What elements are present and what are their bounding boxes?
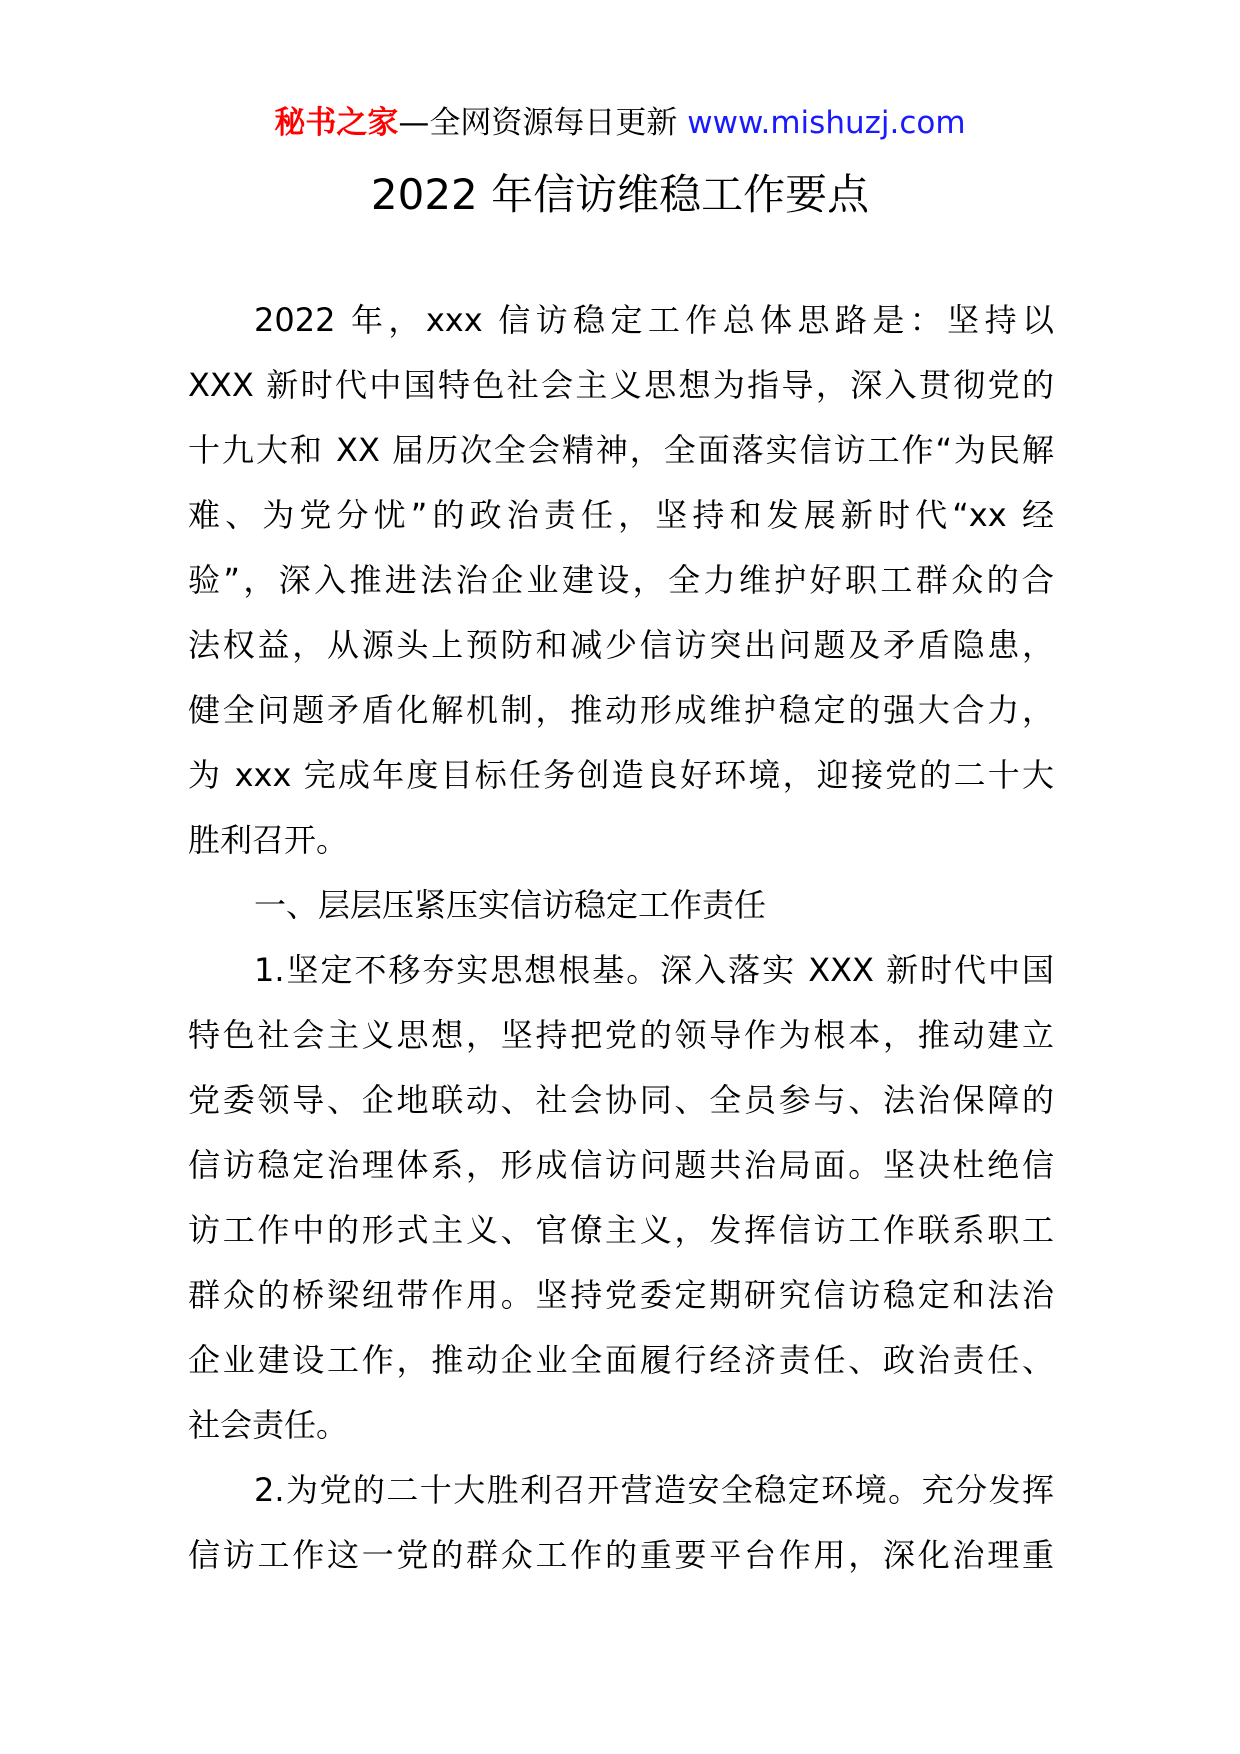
site-url-link[interactable]: www.mishuzj.com	[687, 105, 966, 141]
paragraph-1-line-3: 十九大和 XX 届历次全会精神，全面落实信访工作“为民解	[188, 431, 1054, 469]
paragraph-2-line-7: 企业建设工作，推动企业全面履行经济责任、政治责任、	[188, 1341, 1054, 1379]
paragraph-1-line-1: 2022 年，xxx 信访稳定工作总体思路是：坚持以	[254, 301, 1054, 339]
paragraph-1-line-4: 难、为党分忧”的政治责任，坚持和发展新时代“xx 经	[188, 496, 1054, 534]
brand-name: 秘书之家	[274, 105, 399, 141]
document-title: 2022 年信访维稳工作要点	[370, 170, 870, 219]
paragraph-2-line-1: 1.坚定不移夯实思想根基。深入落实 XXX 新时代中国	[254, 951, 1054, 989]
paragraph-2-line-4: 信访稳定治理体系，形成信访问题共治局面。坚决杜绝信	[188, 1146, 1054, 1184]
paragraph-2-line-8: 社会责任。	[188, 1406, 349, 1444]
paragraph-1-line-5: 验”，深入推进法治企业建设，全力维护好职工群众的合	[188, 561, 1054, 599]
paragraph-1-line-8: 为 xxx 完成年度目标任务创造良好环境，迎接党的二十大	[188, 756, 1054, 794]
site-header	[0, 98, 1240, 148]
paragraph-3-line-2: 信访工作这一党的群众工作的重要平台作用，深化治理重	[188, 1536, 1054, 1574]
header-slogan: —全网资源每日更新	[398, 105, 688, 141]
paragraph-1-line-9: 胜利召开。	[188, 821, 349, 859]
document-body	[188, 288, 1054, 1588]
section-heading-1: 一、层层压紧压实信访稳定工作责任	[254, 886, 767, 924]
paragraph-2-line-6: 群众的桥梁纽带作用。坚持党委定期研究信访稳定和法治	[188, 1276, 1054, 1314]
paragraph-2-line-2: 特色社会主义思想，坚持把党的领导作为根本，推动建立	[188, 1016, 1054, 1054]
paragraph-2-line-3: 党委领导、企地联动、社会协同、全员参与、法治保障的	[188, 1081, 1054, 1119]
paragraph-1-line-7: 健全问题矛盾化解机制，推动形成维护稳定的强大合力，	[188, 691, 1054, 729]
paragraph-1-line-6: 法权益，从源头上预防和减少信访突出问题及矛盾隐患，	[188, 626, 1054, 664]
paragraph-3-line-1: 2.为党的二十大胜利召开营造安全稳定环境。充分发挥	[254, 1471, 1054, 1509]
paragraph-1-line-2: XXX 新时代中国特色社会主义思想为指导，深入贯彻党的	[188, 366, 1054, 404]
paragraph-2-line-5: 访工作中的形式主义、官僚主义，发挥信访工作联系职工	[188, 1211, 1054, 1249]
